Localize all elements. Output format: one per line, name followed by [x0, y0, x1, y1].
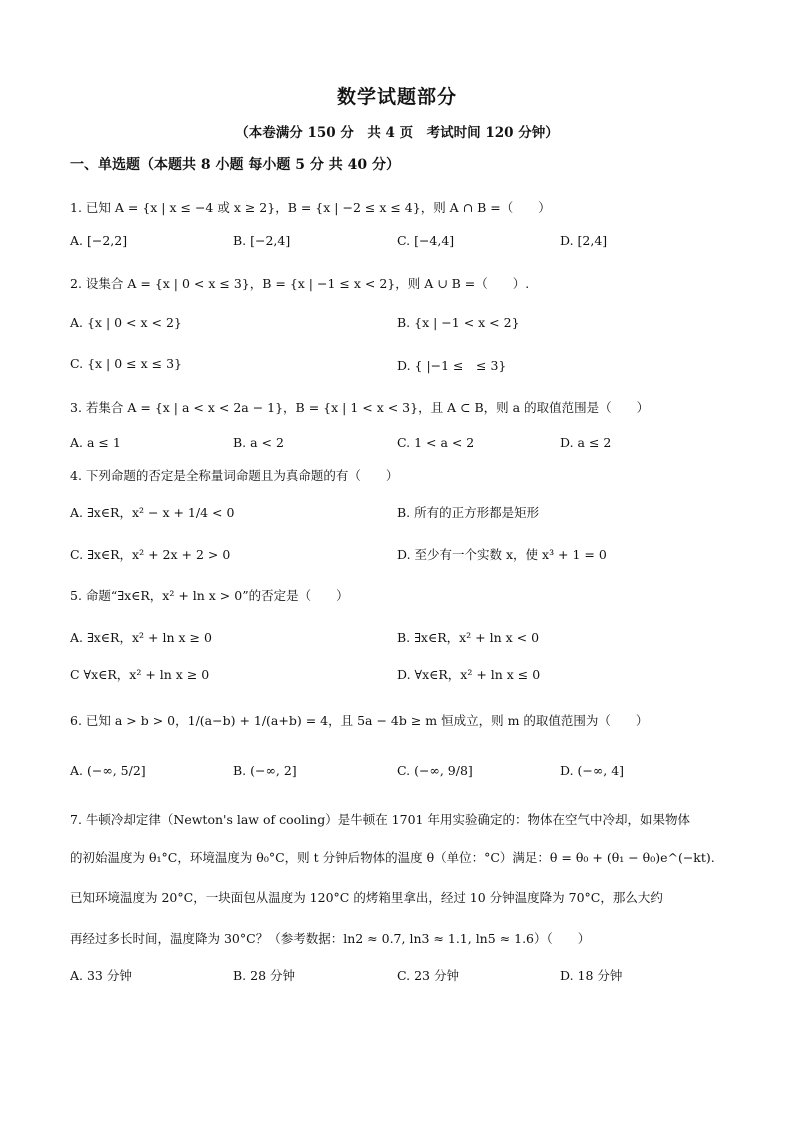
question-7-line-4: 再经过多长时间，温度降为 30°C？（参考数据：ln2 ≈ 0.7, ln3 ≈ 1.1, ln5 ≈ 1.6）（ ）: [70, 931, 591, 946]
q5-option-c: C ∀x∈R，x² + ln x ≥ 0: [70, 667, 210, 682]
q5-option-d: D. ∀x∈R，x² + ln x ≤ 0: [397, 667, 541, 682]
q2-option-a: A. {x | 0 < x < 2}: [70, 315, 182, 330]
question-7-line-3: 已知环境温度为 20°C，一块面包从温度为 120°C 的烤箱里拿出，经过 10 分钟温度降为 70°C，那么大约: [70, 890, 663, 905]
q1-option-d: D. [2,4]: [560, 233, 608, 248]
q5-option-a: A. ∃x∈R，x² + ln x ≥ 0: [70, 630, 212, 645]
question-1-stem: 1. 已知 A = {x | x ≤ −4 或 x ≥ 2}，B = {x | −2 ≤ x ≤ 4}，则 A ∩ B =（ ）: [70, 200, 551, 215]
question-2-stem: 2. 设集合 A = {x | 0 < x ≤ 3}，B = {x | −1 ≤ x < 2}，则 A ∪ B =（ ）.: [70, 276, 530, 291]
q1-option-a: A. [−2,2]: [70, 233, 128, 248]
q7-option-b: B. 28 分钟: [233, 968, 296, 983]
section-heading: 一、单选题（本题共 8 小题 每小题 5 分 共 40 分）: [70, 157, 400, 173]
q7-option-a: A. 33 分钟: [70, 968, 132, 983]
page-title: 数学试题部分: [336, 86, 457, 108]
q1-option-b: B. [−2,4]: [233, 233, 291, 248]
q6-option-c: C. (−∞, 9/8]: [397, 763, 473, 778]
q3-option-d: D. a ≤ 2: [560, 435, 612, 450]
q4-option-d: D. 至少有一个实数 x，使 x³ + 1 = 0: [397, 547, 607, 562]
exam-info: （本卷满分 150 分 共 4 页 考试时间 120 分钟）: [235, 125, 559, 141]
q1-option-c: C. [−4,4]: [397, 233, 455, 248]
q4-option-c: C. ∃x∈R，x² + 2x + 2 > 0: [70, 547, 231, 562]
q3-option-b: B. a < 2: [233, 435, 284, 450]
q3-option-c: C. 1 < a < 2: [397, 435, 475, 450]
q7-option-d: D. 18 分钟: [560, 968, 623, 983]
q6-option-d: D. (−∞, 4]: [560, 763, 625, 778]
question-4-stem: 4. 下列命题的否定是全称量词命题且为真命题的有（ ）: [70, 468, 399, 483]
question-6-stem: 6. 已知 a > b > 0，1/(a−b) + 1/(a+b) = 4，且 5a − 4b ≥ m 恒成立，则 m 的取值范围为（ ）: [70, 713, 649, 728]
q3-option-a: A. a ≤ 1: [70, 435, 121, 450]
q2-option-d: D. { |−1 ≤ ≤ 3}: [397, 358, 507, 373]
question-3-stem: 3. 若集合 A = {x | a < x < 2a − 1}，B = {x | 1 < x < 3}，且 A ⊂ B，则 a 的取值范围是（ ）: [70, 400, 650, 415]
question-7-line-2: 的初始温度为 θ₁°C，环境温度为 θ₀°C，则 t 分钟后物体的温度 θ（单位：°C）满足：θ = θ₀ + (θ₁ − θ₀)e^(−kt).: [70, 850, 715, 865]
question-5-stem: 5. 命题“∃x∈R，x² + ln x > 0”的否定是（ ）: [70, 588, 349, 603]
q4-option-b: B. 所有的正方形都是矩形: [397, 505, 540, 520]
q6-option-b: B. (−∞, 2]: [233, 763, 297, 778]
question-7-line-1: 7. 牛顿冷却定律（Newton's law of cooling）是牛顿在 1701 年用实验确定的：物体在空气中冷却，如果物体: [70, 812, 690, 827]
q2-option-b: B. {x | −1 < x < 2}: [397, 315, 520, 330]
q4-option-a: A. ∃x∈R，x² − x + 1/4 < 0: [70, 505, 235, 520]
q5-option-b: B. ∃x∈R，x² + ln x < 0: [397, 630, 540, 645]
q7-option-c: C. 23 分钟: [397, 968, 459, 983]
q2-option-c: C. {x | 0 ≤ x ≤ 3}: [70, 356, 182, 371]
q6-option-a: A. (−∞, 5/2]: [70, 763, 146, 778]
